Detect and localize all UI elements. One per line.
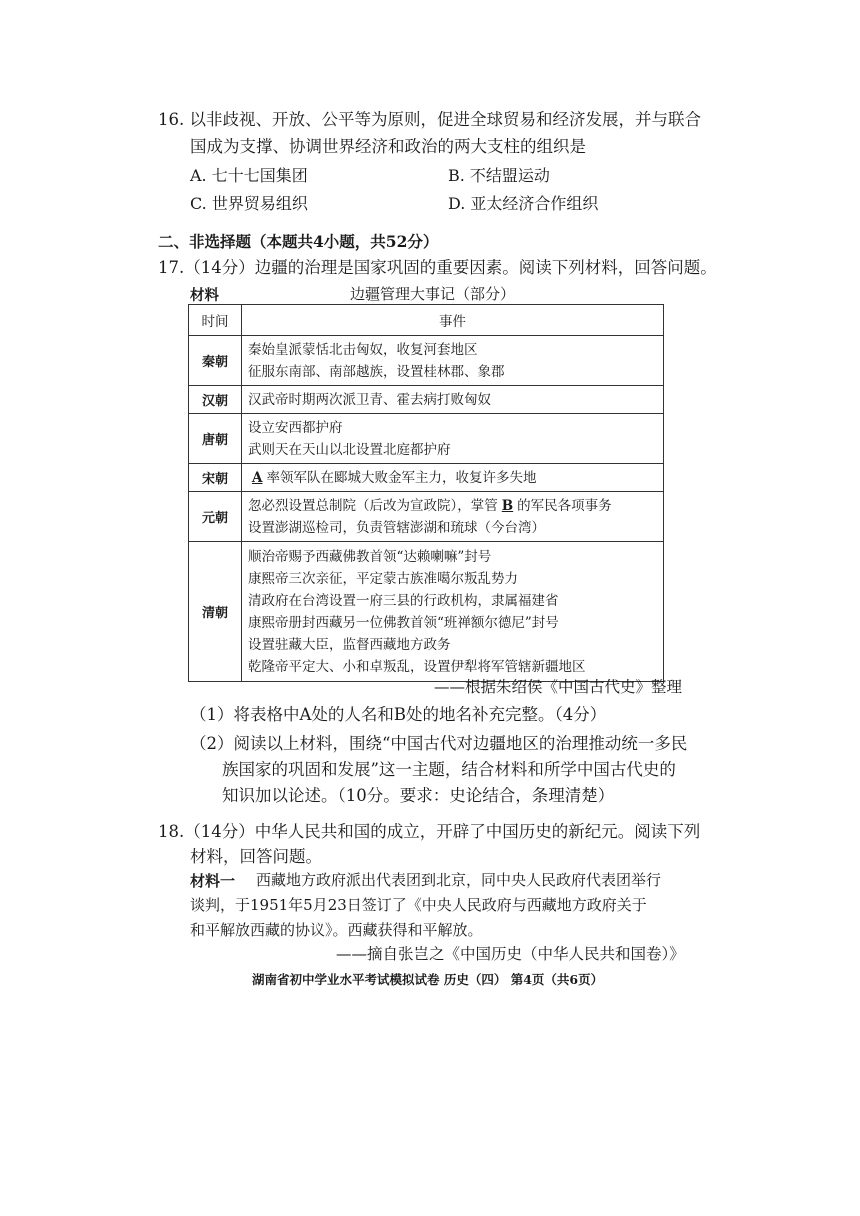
material-one-label: 材料一 <box>190 872 236 890</box>
event-line: 清政府在台湾设置一府三县的行政机构，隶属福建省 <box>248 592 559 609</box>
q18-intro-line1: 18.（14分）中华人民共和国的成立，开辟了中国历史的新纪元。阅读下列 <box>158 822 701 841</box>
q17-intro: 17.（14分）边疆的治理是国家巩固的重要因素。阅读下列材料，回答问题。 <box>158 258 717 277</box>
table-source: ——根据朱绍侯《中国古代史》整理 <box>434 678 683 696</box>
q17-sub1: （1）将表格中A处的人名和B处的地名补充完整。（4分） <box>190 705 607 724</box>
event-line: 设置澎湖巡检司，负责管辖澎湖和琉球（今台湾） <box>248 519 545 536</box>
q16-option-a: A. 七十七国集团 <box>190 166 308 185</box>
q18-intro-line2: 材料，回答问题。 <box>190 847 322 866</box>
q17-sub2-line2: 族国家的巩固和发展”这一主题，结合材料和所学中国古代史的 <box>222 760 676 779</box>
q16-option-d: D. 亚太经济合作组织 <box>448 194 599 213</box>
event-text: 率领军队在郾城大败金军主力，收复许多失地 <box>266 469 537 486</box>
material-one-line1: 西藏地方政府派出代表团到北京，同中央人民政府代表团举行 <box>256 871 662 889</box>
q16-line2: 国成为支撑、协调世界经济和政治的两大支柱的组织是 <box>190 137 586 156</box>
material-one-line3: 和平解放西藏的协议》。西藏获得和平解放。 <box>190 921 483 939</box>
event-line <box>248 467 657 489</box>
section-heading: 二、非选择题（本题共4小题，共52分） <box>158 232 439 251</box>
event-line: 武则天在天山以北设置北庭都护府 <box>248 441 451 458</box>
material-one-line2: 谈判，于1951年5月23日签订了《中央人民政府与西藏地方政府关于 <box>190 896 647 914</box>
q16-option-b: B. 不结盟运动 <box>448 166 550 185</box>
event-text: 忽必烈设置总制院（后改为宣政院），掌管 <box>248 497 498 514</box>
dynasty-tang: 唐朝 <box>189 414 242 464</box>
material-one-source: ——摘自张岂之《中国历史（中华人民共和国卷）》 <box>336 945 685 963</box>
event-line: 汉武帝时期两次派卫青、霍去病打败匈奴 <box>248 391 491 408</box>
event-line <box>248 495 657 517</box>
header-time: 时间 <box>189 305 242 336</box>
blank-b: B <box>501 497 514 514</box>
q16-line1: 16. 以非歧视、开放、公平等为原则，促进全球贸易和经济发展，并与联合 <box>158 110 701 129</box>
event-line: 康熙帝册封西藏另一位佛教首领“班禅额尔德尼”封号 <box>248 614 559 631</box>
event-line: 康熙帝三次亲征，平定蒙古族准噶尔叛乱势力 <box>248 570 518 587</box>
event-line: 设置驻藏大臣，监督西藏地方政务 <box>248 636 451 653</box>
q17-sub2-line3: 知识加以论述。（10分。要求：史论结合，条理清楚） <box>222 786 615 805</box>
event-line: 顺治帝赐予西藏佛教首领“达赖喇嘛”封号 <box>248 548 492 565</box>
dynasty-yuan: 元朝 <box>189 492 242 542</box>
event-line: 秦始皇派蒙恬北击匈奴，收复河套地区 <box>248 341 478 358</box>
q17-sub2-line1: （2）阅读以上材料，围绕“中国古代对边疆地区的治理推动统一多民 <box>190 734 688 753</box>
dynasty-song: 宋朝 <box>189 464 242 492</box>
dynasty-qin: 秦朝 <box>189 336 242 386</box>
dynasty-han: 汉朝 <box>189 386 242 414</box>
event-line: 设立安西都护府 <box>248 419 343 436</box>
table-title: 边疆管理大事记（部分） <box>350 285 516 303</box>
event-text: 的军民各项事务 <box>517 497 612 514</box>
events-table <box>188 304 664 682</box>
event-line: 征服东南部、南部越族，设置桂林郡、象郡 <box>248 363 505 380</box>
blank-a: A <box>252 469 263 486</box>
header-event: 事件 <box>242 305 664 336</box>
event-line: 乾隆帝平定大、小和卓叛乱，设置伊犁将军管辖新疆地区 <box>248 658 586 675</box>
page-footer: 湖南省初中学业水平考试模拟试卷 历史（四） 第4页（共6页） <box>252 972 604 987</box>
q16-option-c: C. 世界贸易组织 <box>190 194 308 213</box>
material-label: 材料 <box>190 287 219 304</box>
dynasty-qing: 清朝 <box>189 542 242 682</box>
